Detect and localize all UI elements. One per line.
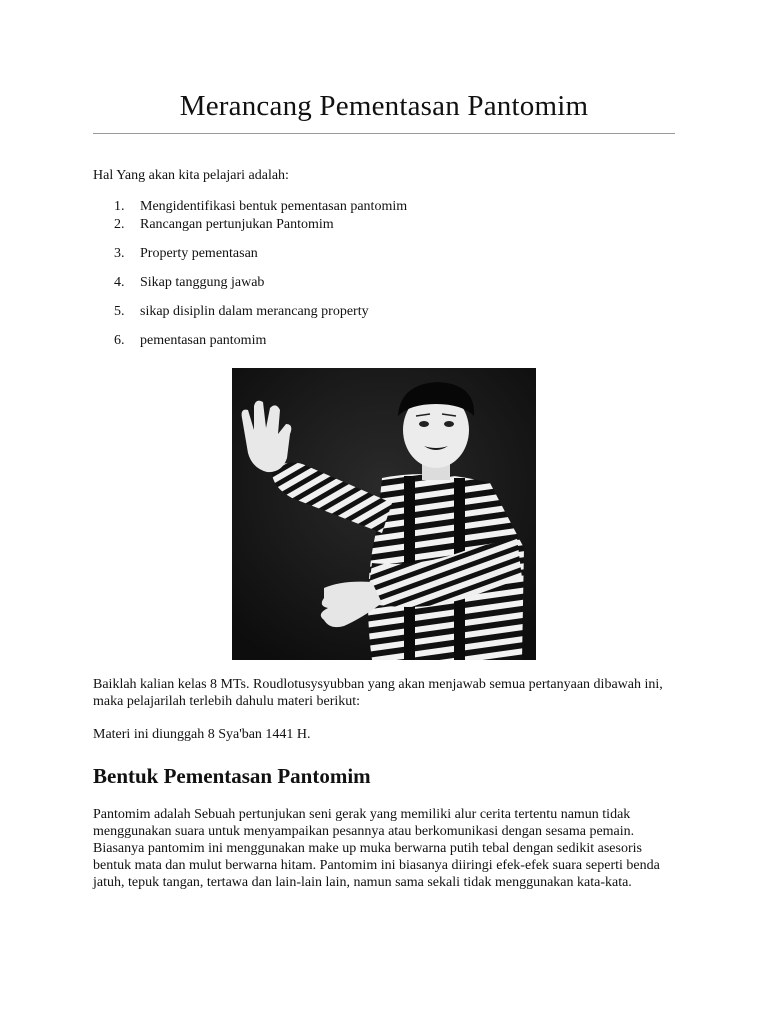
section-paragraph: Pantomim adalah Sebuah pertunjukan seni gerak yang memiliki alur cerita tertentu namun tidak menggunakan suara untuk menyampaikan pesannya atau berkomunikasi dengan sesama pemain. Biasanya pantomim ini menggunakan make up muka berwarna putih tebal dengan sedikit asesoris bentuk mata dan mulut berwarna hitam. Pantomim ini biasanya diiringi efek-efek suara seperti benda jatuh, tepuk tangan, tertawa dan lain-lain lain, namun sama sekali tidak menggunakan kata-kata. (93, 807, 660, 890)
list-item: 3. Property pementasan (114, 246, 258, 261)
mime-performer-photo (232, 368, 536, 660)
document-title: Merancang Pementasan Pantomim (179, 90, 589, 122)
list-item: 4. Sikap tanggung jawab (114, 275, 265, 290)
list-item: 1. Mengidentifikasi bentuk pementasan pantomim (114, 199, 408, 214)
list-item: 6. pementasan pantomim (114, 333, 267, 348)
document-page (93, 0, 675, 349)
instruction-paragraph: Baiklah kalian kelas 8 MTs. Roudlotusysyubban yang akan menjawab semua pertanyaan dibawah ini, maka pelajarilah terlebih dahulu materi berikut: (93, 677, 663, 709)
objectives-list (93, 198, 675, 349)
upload-note: Materi ini diunggah 8 Sya'ban 1441 H. (93, 727, 311, 742)
list-item: 2. Rancangan pertunjukan Pantomim (114, 217, 334, 232)
intro-text: Hal Yang akan kita pelajari adalah: (93, 168, 289, 183)
list-item: 5. sikap disiplin dalam merancang property (114, 304, 369, 319)
content-section (93, 676, 675, 891)
section-heading: Bentuk Pementasan Pantomim (93, 764, 371, 788)
title-divider (93, 133, 675, 134)
